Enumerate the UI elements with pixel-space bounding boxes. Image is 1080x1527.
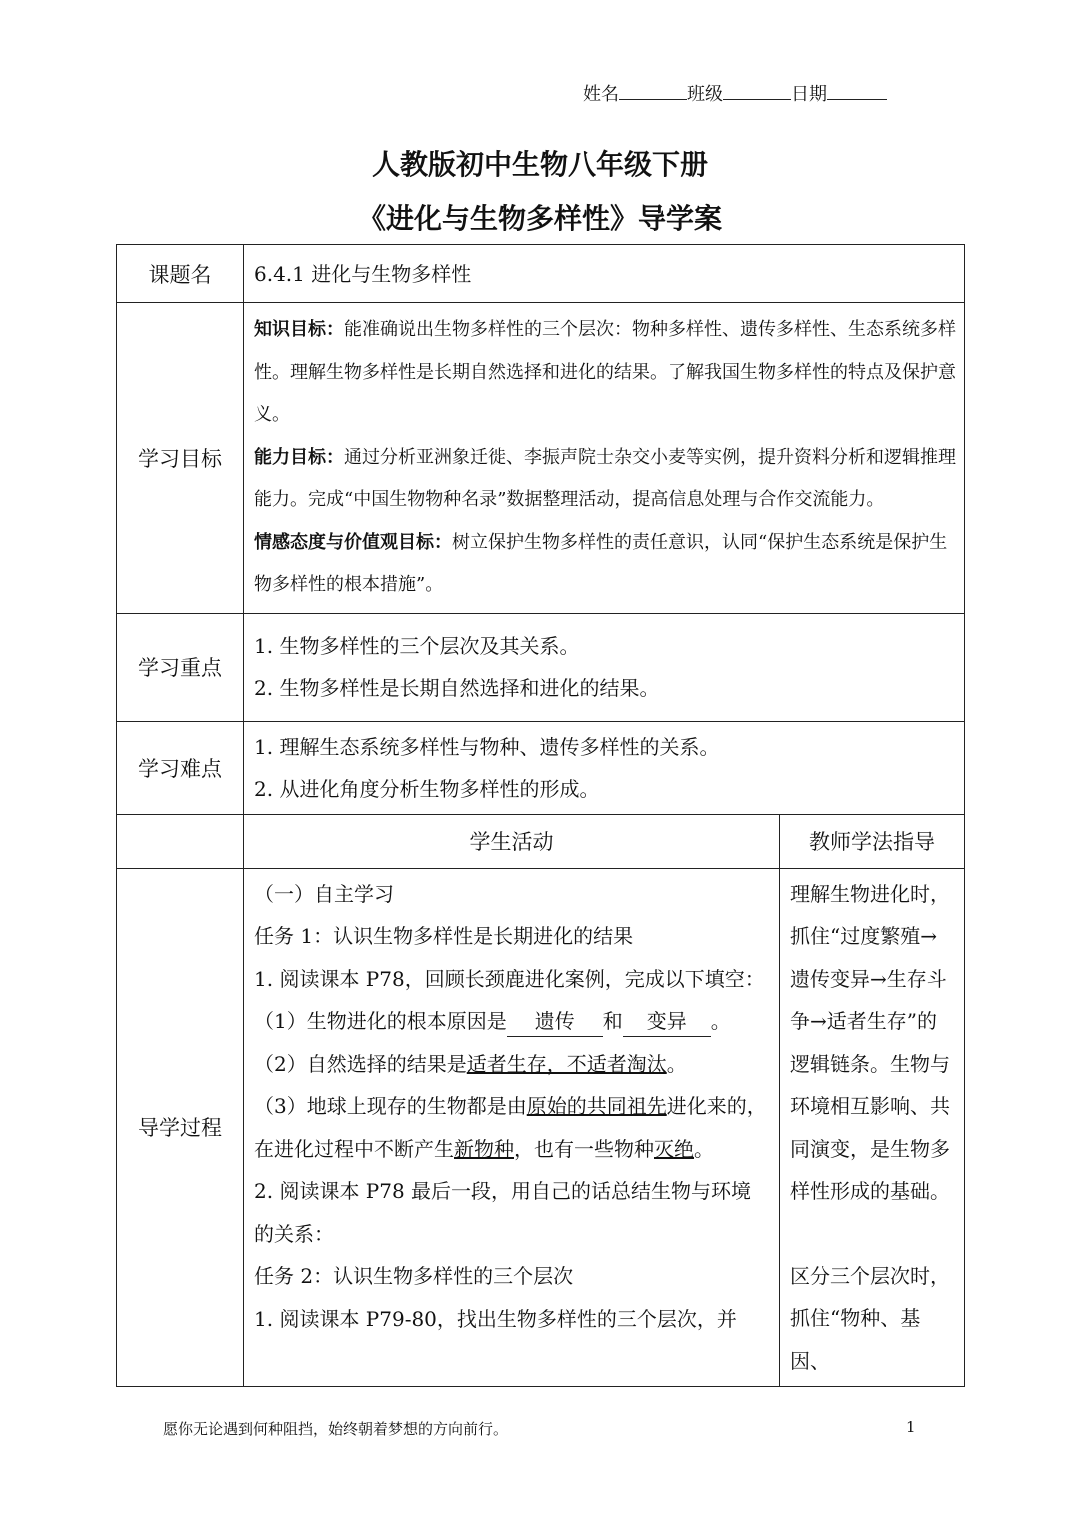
task-heading: 任务 1：认识生物多样性是长期进化的结果 <box>254 924 634 948</box>
focus-content <box>244 613 965 721</box>
goals-row <box>117 303 965 614</box>
answer-blank[interactable]: 原始的共同祖先 <box>526 1094 667 1118</box>
difficulty-row <box>117 721 965 814</box>
footer-motto: 愿你无论遇到何种阻挡，始终朝着梦想的方向前行。 <box>163 1420 509 1438</box>
document-subtitle: 《进化与生物多样性》导学案 <box>357 202 722 235</box>
focus-row <box>117 613 965 721</box>
guide-note: 区分三个层次时，抓住“物种、基因、 <box>790 1263 950 1373</box>
difficulty-item: 1. 理解生态系统多样性与物种、遗传多样性的关系。 <box>254 734 720 759</box>
difficulty-item: 2. 从进化角度分析生物多样性的形成。 <box>254 776 600 801</box>
topic-label: 课题名 <box>117 245 244 303</box>
student-activity-content <box>244 868 780 1387</box>
answer-blank[interactable]: 变异 <box>623 1006 711 1037</box>
topic-value: 6.4.1 进化与生物多样性 <box>244 245 965 303</box>
fill-in-question: （3）地球上现存的生物都是由原始的共同祖先进化来的，在进化过程中不断产生新物种，也有一些物种灭绝。 <box>254 1094 767 1161</box>
answer-blank[interactable]: 适者生存，不适者淘汰 <box>466 1051 667 1076</box>
date-label: 日期 <box>791 84 827 105</box>
focus-item: 2. 生物多样性是长期自然选择和进化的结果。 <box>254 676 660 700</box>
goals-content <box>244 303 965 614</box>
ability-goal-text: 通过分析亚洲象迁徙、李振声院士杂交小麦等实例，提升资料分析和逻辑推理能力。完成“中国生物物种名录”数据整理活动，提高信息处理与合作交流能力。 <box>254 446 956 510</box>
process-row <box>117 868 965 1387</box>
process-label: 导学过程 <box>117 868 244 1387</box>
knowledge-goal-title: 知识目标： <box>254 319 344 340</box>
answer-blank[interactable]: 新物种 <box>454 1136 514 1161</box>
class-field[interactable] <box>723 81 791 100</box>
goals-label: 学习目标 <box>117 303 244 614</box>
task-heading: 任务 2：认识生物多样性的三个层次 <box>254 1264 574 1288</box>
answer-blank[interactable]: 灭绝 <box>654 1136 694 1161</box>
topic-row <box>117 245 965 303</box>
name-label: 姓名 <box>583 84 619 105</box>
fill-in-question: （2）自然选择的结果是适者生存，不适者淘汰。 <box>254 1051 687 1076</box>
page-number: 1 <box>906 1418 916 1436</box>
activity-header-row <box>117 814 965 868</box>
date-field[interactable] <box>827 81 887 100</box>
ability-goal-title: 能力目标： <box>254 446 344 468</box>
difficulty-content <box>244 721 965 814</box>
fill-in-question: （1）生物进化的根本原因是 遗传 和 变异 。 <box>254 1000 769 1043</box>
empty-header-cell <box>117 814 244 868</box>
name-field[interactable] <box>619 81 687 100</box>
question: 2. 阅读课本 P78 最后一段，用自己的话总结生物与环境的关系： <box>254 1179 752 1246</box>
focus-item: 1. 生物多样性的三个层次及其关系。 <box>254 634 580 658</box>
student-info-line <box>583 80 887 106</box>
student-activity-header: 学生活动 <box>244 814 780 868</box>
question: 1. 阅读课本 P79-80，找出生物多样性的三个层次，并 <box>254 1306 737 1331</box>
lesson-plan-table <box>116 244 965 1387</box>
class-label: 班级 <box>687 84 723 105</box>
focus-label: 学习重点 <box>117 613 244 721</box>
guide-note: 理解生物进化时，抓住“过度繁殖→遗传变异→生存斗争→适者生存”的逻辑链条。生物与环境相互影响、共同演变，是生物多样性形成的基础。 <box>790 881 950 1203</box>
document-title: 人教版初中生物八年级下册 <box>371 148 708 181</box>
teacher-guide-content <box>780 868 965 1387</box>
emotion-goal-text: 树立保护生物多样性的责任意识，认同“保护生态系统是保护生物多样性的根本措施”。 <box>254 531 948 595</box>
difficulty-label: 学习难点 <box>117 721 244 814</box>
teacher-guide-header: 教师学法指导 <box>780 814 965 868</box>
knowledge-goal-text: 能准确说出生物多样性的三个层次：物种多样性、遗传多样性、生态系统多样性。理解生物多样性是长期自然选择和进化的结果。了解我国生物多样性的特点及保护意义。 <box>254 319 956 425</box>
section-heading: （一）自主学习 <box>254 881 394 906</box>
answer-blank[interactable]: 遗传 <box>507 1006 603 1037</box>
emotion-goal-title: 情感态度与价值观目标： <box>254 531 452 553</box>
question: 1. 阅读课本 P78，回顾长颈鹿进化案例，完成以下填空： <box>254 966 765 991</box>
